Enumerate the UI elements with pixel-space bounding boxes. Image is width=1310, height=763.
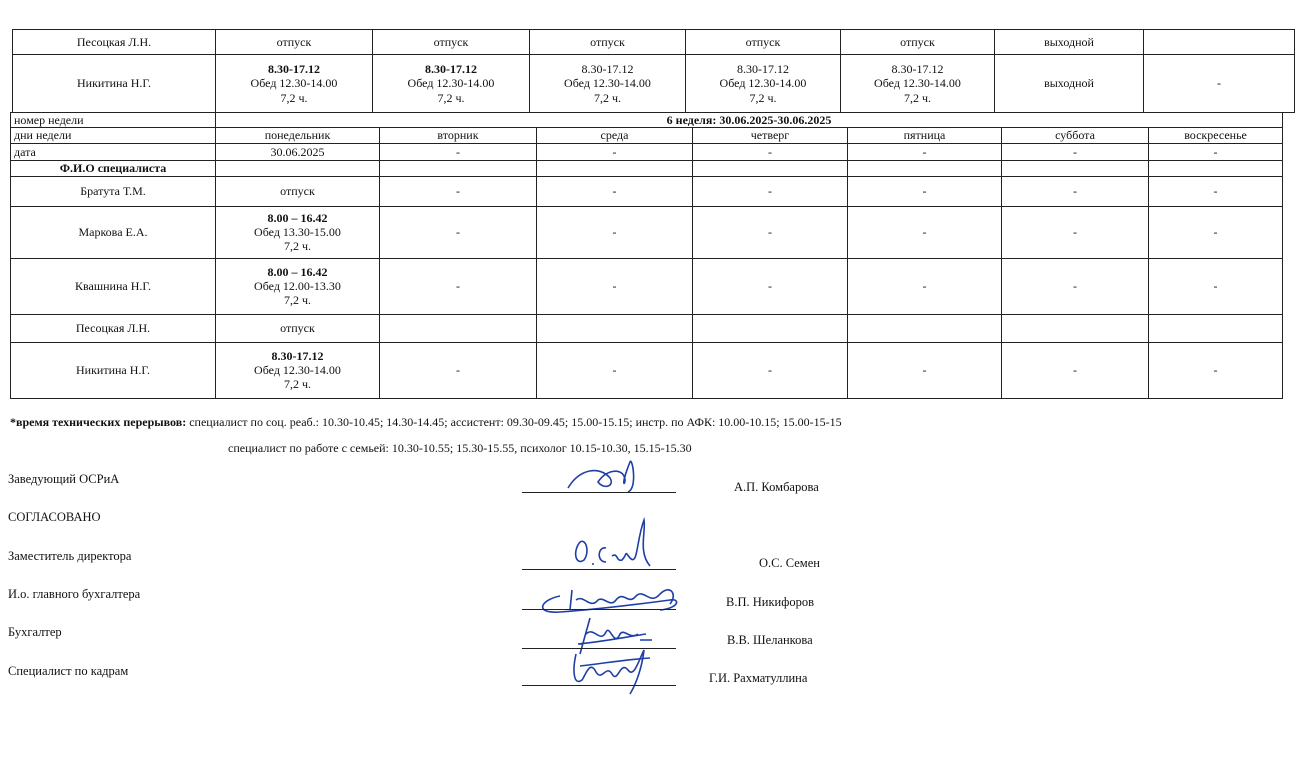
schedule-cell: [530, 55, 686, 113]
staff-name: Братута Т.М.: [11, 176, 216, 206]
schedule-cell: -: [848, 206, 1002, 258]
signature-line: [522, 492, 676, 493]
weekday-header: пятница: [848, 128, 1002, 143]
schedule-cell: -: [693, 176, 848, 206]
week-number-row: [11, 113, 1283, 128]
table-row: [11, 342, 1283, 398]
schedule-cell: выходной: [995, 55, 1144, 113]
schedule-cell: [1144, 30, 1295, 55]
work-hours: 8.30-17.12: [271, 348, 324, 363]
work-hours: 8.30-17.12: [891, 61, 944, 76]
table-row: [13, 30, 1295, 55]
schedule-cell: [380, 314, 537, 342]
accountant-name: В.П. Никифоров: [726, 595, 814, 609]
work-hours: 8.30-17.12: [581, 61, 634, 76]
lunch-hours: Обед 12.30-14.00: [250, 76, 338, 91]
schedule-cell: -: [693, 206, 848, 258]
schedule-cell: -: [537, 258, 693, 314]
schedule-cell: -: [537, 342, 693, 398]
lunch-hours: Обед 12.30-14.00: [874, 76, 961, 91]
schedule-cell: [373, 55, 530, 113]
deputy-title: Заместитель директора: [8, 549, 132, 563]
schedule-cell: -: [848, 258, 1002, 314]
date-cell: -: [1149, 143, 1283, 160]
schedule-cell: -: [1149, 176, 1283, 206]
staff-name: Квашнина Н.Г.: [11, 258, 216, 314]
weekday-header: четверг: [693, 128, 848, 143]
schedule-cell: -: [380, 176, 537, 206]
schedule-cell: отпуск: [216, 314, 380, 342]
work-hours: 8.00 – 16.42: [267, 210, 328, 225]
lunch-hours: Обед 12.30-14.00: [407, 76, 495, 91]
schedule-cell: -: [380, 206, 537, 258]
dates-row: [11, 143, 1283, 160]
empty-cell: [1149, 160, 1283, 176]
hr-name: Г.И. Рахматуллина: [709, 671, 808, 685]
table-row: [11, 206, 1283, 258]
schedule-cell: [216, 206, 380, 258]
break-times-lead: *время технических перерывов:: [10, 415, 187, 429]
work-hours: 8.30-17.12: [425, 61, 477, 76]
schedule-cell: отпуск: [686, 30, 841, 55]
head-title: Заведующий ОСРиА: [8, 472, 120, 486]
weekdays-row: [11, 128, 1283, 143]
work-hours: 8.30-17.12: [737, 61, 789, 76]
hours-total: 7,2 ч.: [283, 239, 312, 254]
empty-cell: [216, 160, 380, 176]
date-cell: 30.06.2025: [216, 143, 380, 160]
agreed-label: СОГЛАСОВАНО: [8, 510, 101, 524]
signature-line: [522, 685, 676, 686]
schedule-cell: отпуск: [841, 30, 995, 55]
schedule-cell: [1002, 314, 1149, 342]
table-row: [11, 176, 1283, 206]
hours-total: 7,2 ч.: [593, 90, 622, 105]
schedule-cell: -: [1002, 342, 1149, 398]
empty-cell: [1002, 160, 1149, 176]
work-hours: 8.00 – 16.42: [267, 264, 328, 279]
week-number-label: номер недели: [11, 113, 216, 128]
staff-name: Песоцкая Л.Н.: [11, 314, 216, 342]
schedule-cell: -: [537, 206, 693, 258]
schedule-cell: -: [1002, 176, 1149, 206]
schedule-cell: -: [537, 176, 693, 206]
lunch-hours: Обед 12.30-14.00: [254, 363, 341, 378]
schedule-cell: [537, 314, 693, 342]
schedule-cell: -: [1002, 206, 1149, 258]
hours-total: 7,2 ч.: [280, 90, 308, 105]
bookkeeper-title: Бухгалтер: [8, 625, 62, 639]
schedule-cell: -: [380, 342, 537, 398]
staff-name: Никитина Н.Г.: [13, 55, 216, 113]
empty-cell: [380, 160, 537, 176]
schedule-cell: -: [693, 258, 848, 314]
bookkeeper-name: В.В. Шеланкова: [727, 633, 813, 647]
fio-header: Ф.И.О специалиста: [11, 160, 216, 176]
schedule-cell: [1149, 314, 1283, 342]
schedule-cell: [686, 55, 841, 113]
weekday-header: воскресенье: [1149, 128, 1283, 143]
schedule-cell: -: [693, 342, 848, 398]
week-schedule-table: [10, 112, 1283, 399]
schedule-cell: -: [1149, 206, 1283, 258]
break-times-note: [10, 415, 842, 430]
weekday-header: вторник: [380, 128, 537, 143]
schedule-cell: -: [1144, 55, 1295, 113]
weekday-header: суббота: [1002, 128, 1149, 143]
date-cell: -: [848, 143, 1002, 160]
empty-cell: [848, 160, 1002, 176]
schedule-cell: -: [380, 258, 537, 314]
schedule-cell: [693, 314, 848, 342]
schedule-cell: отпуск: [216, 30, 373, 55]
hours-total: 7,2 ч.: [437, 90, 465, 105]
schedule-cell: -: [1149, 342, 1283, 398]
break-times-line2: специалист по работе с семьей: 10.30-10.55; 15.30-15.55, психолог 10.15-10.30, 15.15-15.30: [228, 441, 692, 455]
schedule-cell: -: [848, 342, 1002, 398]
date-cell: -: [693, 143, 848, 160]
date-cell: -: [380, 143, 537, 160]
hr-title: Специалист по кадрам: [8, 664, 129, 678]
schedule-cell: [216, 258, 380, 314]
schedule-cell: отпуск: [373, 30, 530, 55]
hours-total: 7,2 ч.: [283, 293, 312, 308]
schedule-cell: -: [848, 176, 1002, 206]
hours-total: 7,2 ч.: [903, 90, 932, 105]
weekdays-label: дни недели: [11, 128, 216, 143]
table-row: [13, 55, 1295, 113]
lunch-hours: Обед 12.30-14.00: [564, 76, 651, 91]
empty-cell: [693, 160, 848, 176]
staff-name: Маркова Е.А.: [11, 206, 216, 258]
schedule-cell: -: [1149, 258, 1283, 314]
empty-cell: [537, 160, 693, 176]
deputy-name: О.С. Семен: [759, 556, 820, 570]
schedule-cell: -: [1002, 258, 1149, 314]
table-row: [11, 258, 1283, 314]
signature-hr: [520, 636, 690, 696]
staff-name: Никитина Н.Г.: [11, 342, 216, 398]
staff-name: Песоцкая Л.Н.: [13, 30, 216, 55]
date-cell: -: [1002, 143, 1149, 160]
schedule-cell: отпуск: [530, 30, 686, 55]
lunch-hours: Обед 12.30-14.00: [719, 76, 807, 91]
date-cell: -: [537, 143, 693, 160]
date-label: дата: [11, 143, 216, 160]
schedule-cell: отпуск: [216, 176, 380, 206]
schedule-cell: [216, 55, 373, 113]
fio-header-row: [11, 160, 1283, 176]
break-times-line1: специалист по соц. реаб.: 10.30-10.45; 14.30-14.45; ассистент: 09.30-09.45; 15.00-15.15; инстр. по АФК: 10.00-10.15; 15.00-15-15: [189, 415, 842, 429]
accountant-title: И.о. главного бухгалтера: [8, 587, 141, 601]
signature-deputy: [520, 512, 690, 572]
table-row: [11, 314, 1283, 342]
signature-head: [520, 448, 690, 508]
weekday-header: понедельник: [216, 128, 380, 143]
schedule-cell: [848, 314, 1002, 342]
lunch-hours: Обед 12.00-13.30: [254, 279, 341, 294]
weekday-header: среда: [537, 128, 693, 143]
schedule-cell: выходной: [995, 30, 1144, 55]
previous-week-table: [12, 29, 1295, 113]
lunch-hours: Обед 13.30-15.00: [254, 225, 341, 240]
week-title: 6 неделя: 30.06.2025-30.06.2025: [216, 113, 1283, 128]
schedule-cell: [841, 55, 995, 113]
hours-total: 7,2 ч.: [749, 90, 777, 105]
hours-total: 7,2 ч.: [283, 377, 312, 392]
work-hours: 8.30-17.12: [268, 61, 320, 76]
head-name: А.П. Комбарова: [734, 480, 819, 494]
schedule-cell: [216, 342, 380, 398]
